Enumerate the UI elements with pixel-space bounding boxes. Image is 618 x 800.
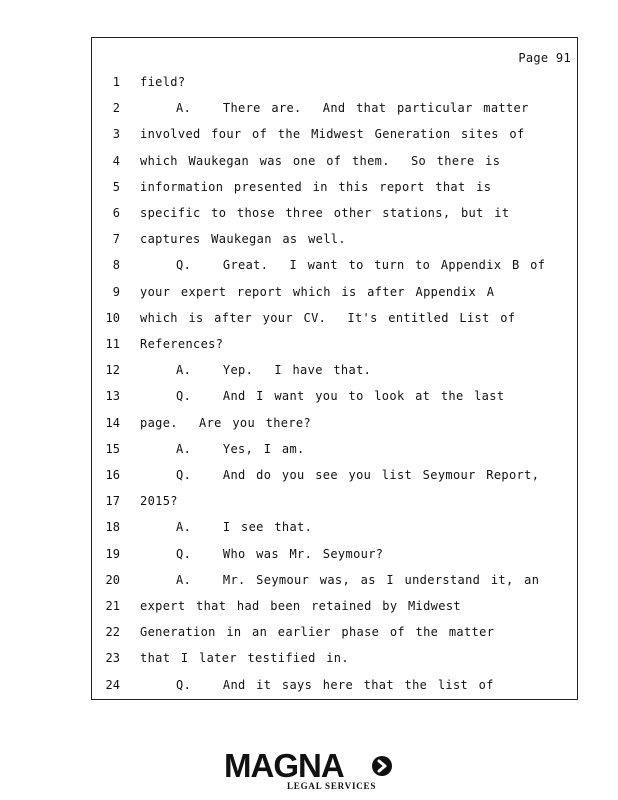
transcript-line [92, 441, 577, 467]
transcript-line [92, 546, 577, 572]
arrow-right-icon [371, 755, 393, 777]
line-number: 12 [105, 363, 120, 378]
line-text: Q. Great. I want to turn to Appendix B of [176, 258, 546, 273]
line-number: 20 [105, 572, 120, 587]
transcript-line [92, 231, 577, 257]
line-text: A. Yep. I have that. [176, 363, 372, 378]
line-number: 23 [105, 651, 120, 666]
transcript-line [92, 74, 577, 100]
transcript-line [92, 284, 577, 310]
line-text: field? [140, 75, 186, 89]
line-number: 13 [105, 389, 120, 404]
logo-subtitle: LEGAL SERVICES [287, 781, 377, 791]
transcript-page [91, 37, 578, 700]
line-text: that I later testified in. [140, 651, 349, 666]
transcript-line [92, 100, 577, 126]
line-number: 7 [112, 232, 120, 247]
transcript-line [92, 388, 577, 414]
line-text: Q. And I want you to look at the last [176, 389, 505, 404]
line-number: 19 [105, 546, 120, 561]
transcript-line [92, 257, 577, 283]
line-number: 21 [105, 599, 120, 613]
line-text: page. Are you there? [140, 415, 312, 430]
line-text: A. Mr. Seymour was, as I understand it, an [176, 572, 540, 587]
line-number: 9 [112, 284, 120, 299]
transcript-line [92, 572, 577, 598]
line-text: captures Waukegan as well. [140, 232, 346, 247]
line-number: 4 [112, 153, 120, 168]
line-text: Q. And do you see you list Seymour Report, [176, 468, 540, 482]
line-number: 1 [112, 75, 120, 89]
page-number: Page 91 [518, 51, 571, 65]
transcript-line [92, 467, 577, 493]
line-number: 22 [105, 625, 120, 640]
line-text: your expert report which is after Appendix A [140, 284, 495, 299]
transcript-line [92, 519, 577, 545]
transcript-line [92, 205, 577, 231]
line-number: 5 [112, 179, 120, 194]
line-number: 24 [105, 677, 120, 692]
transcript-line [92, 650, 577, 676]
line-text: A. There are. And that particular matter [176, 101, 529, 116]
line-number: 11 [105, 337, 120, 351]
line-text: A. I see that. [176, 520, 313, 535]
line-text: Q. And it says here that the list of [176, 677, 494, 692]
transcript-line [92, 362, 577, 388]
logo-wordmark: MAGNA [224, 747, 344, 784]
line-number: 2 [112, 101, 120, 116]
transcript-line [92, 310, 577, 336]
transcript-line [92, 336, 577, 362]
line-text: A. Yes, I am. [176, 441, 305, 456]
line-text: expert that had been retained by Midwest [140, 599, 461, 613]
line-text: information presented in this report that is [140, 179, 492, 194]
transcript-line [92, 415, 577, 441]
transcript-line [92, 598, 577, 624]
line-number: 17 [105, 494, 120, 509]
line-text: 2015? [140, 494, 178, 509]
transcript-line [92, 179, 577, 205]
line-number: 8 [112, 258, 120, 273]
line-text: involved four of the Midwest Generation sites of [140, 127, 525, 142]
line-text: which Waukegan was one of them. So there is [140, 153, 501, 168]
magna-logo [224, 748, 404, 794]
transcript-line [92, 624, 577, 650]
transcript-line [92, 677, 577, 703]
transcript-line [92, 153, 577, 179]
line-number: 14 [105, 415, 120, 430]
line-number: 16 [105, 468, 120, 482]
line-number: 3 [112, 127, 120, 142]
transcript-line [92, 493, 577, 519]
line-number: 15 [105, 441, 120, 456]
line-text: which is after your CV. It's entitled List of [140, 310, 516, 325]
line-text: Q. Who was Mr. Seymour? [176, 546, 384, 561]
line-text: References? [140, 337, 224, 351]
line-number: 6 [112, 206, 120, 220]
line-text: specific to those three other stations, but it [140, 206, 510, 220]
transcript-line [92, 126, 577, 152]
line-number: 18 [105, 520, 120, 535]
line-text: Generation in an earlier phase of the matter [140, 625, 495, 640]
line-number: 10 [105, 310, 120, 325]
